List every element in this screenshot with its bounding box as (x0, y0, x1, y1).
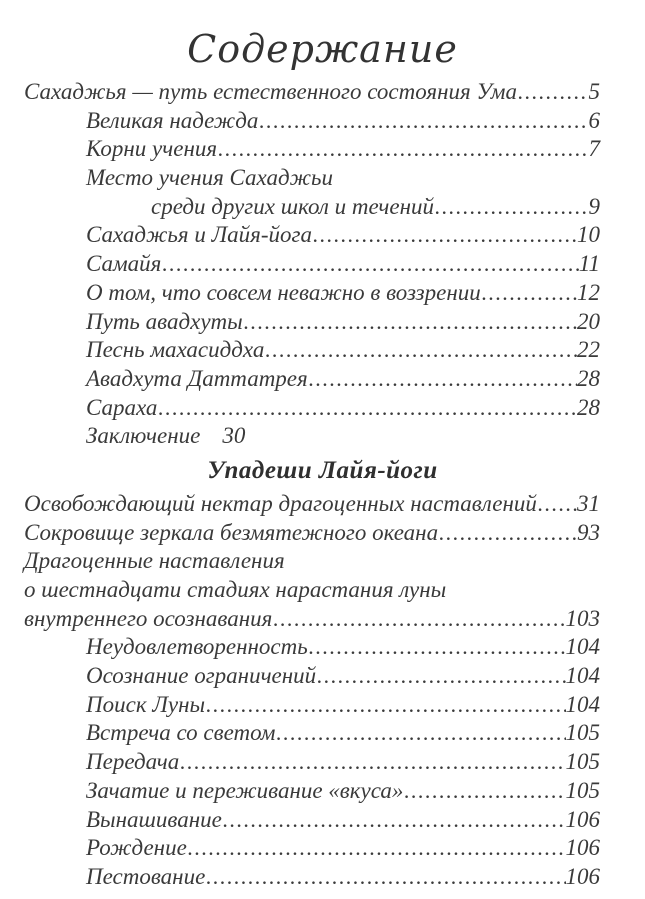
toc-entry (24, 547, 600, 576)
toc-leader-dots (259, 107, 588, 136)
toc-entry-text: о шестнадцати стадиях нарастания луны (24, 577, 447, 602)
toc-entry (24, 78, 600, 107)
toc-page-number: 31 (577, 490, 600, 516)
toc-page-number: 12 (577, 279, 600, 305)
toc-entry-text: Заключение (86, 423, 201, 449)
toc-entry-text: Самайя (86, 251, 162, 277)
toc-entry (24, 633, 600, 662)
toc-entry-text: Драгоценные наставления (24, 548, 285, 574)
toc-entry-text: Авадхута Даттатрея (86, 365, 308, 391)
toc-leader-dots (180, 748, 565, 777)
toc-entry (24, 250, 600, 279)
toc-entry (24, 806, 600, 835)
toc-entry-text: Рождение (86, 835, 187, 861)
toc-page-number: 104 (565, 634, 600, 660)
toc-entry-text: О том, что совсем неважно в воззрении (86, 279, 481, 305)
toc-entry-text: внутреннего осознавания (24, 605, 273, 631)
toc-entry (24, 193, 600, 222)
toc-entry-text: Сараха (86, 394, 158, 420)
toc-entry (24, 691, 600, 720)
toc-leader-dots (158, 394, 577, 423)
toc-entry (24, 519, 600, 548)
toc-entry (24, 164, 600, 193)
toc-leader-dots (518, 78, 589, 107)
toc-entry (24, 719, 600, 748)
toc-leader-dots (188, 834, 566, 863)
toc-page-number: 106 (565, 863, 600, 889)
toc-leader-dots (273, 605, 565, 634)
toc-leader-dots (244, 308, 577, 337)
toc-entry-text: Сахаджья — путь естественного состояния Ума (24, 79, 517, 104)
toc-page-number: 105 (565, 720, 600, 746)
toc-page-number: 28 (577, 394, 600, 420)
toc-leader-dots (276, 719, 565, 748)
toc-page-number: 106 (565, 835, 600, 861)
toc-entry-text: Передача (86, 749, 180, 775)
toc-page-number: 7 (588, 136, 600, 162)
toc-entry (24, 336, 600, 365)
toc-entry-text: Поиск Луны (86, 691, 206, 717)
toc-entry (24, 394, 600, 423)
toc-entry-text: Корни учения (86, 136, 218, 162)
toc-entry-text: Встреча со светом (86, 720, 276, 746)
toc-part2-list (0, 490, 645, 892)
toc-page-number: 11 (578, 251, 600, 277)
toc-leader-dots (162, 250, 578, 279)
toc-entry-text: Путь авадхуты (86, 308, 243, 334)
toc-entry-text: Сокровище зеркала безмятежного океана (24, 519, 439, 545)
toc-page-number: 93 (577, 519, 600, 545)
toc-entry-text: Сахаджья и Лайя-йога (86, 222, 312, 248)
toc-entry (24, 365, 600, 394)
toc-page-number: 9 (588, 193, 600, 219)
toc-entry (24, 748, 600, 777)
toc-page-number: 104 (565, 691, 600, 717)
toc-entry-text: Вынашивание (86, 806, 222, 832)
toc-entry (24, 605, 600, 634)
toc-entry (24, 863, 600, 892)
toc-entry (24, 107, 600, 136)
toc-page-number: 6 (588, 107, 600, 133)
toc-entry-text: Освобождающий нектар драгоценных наставлений (24, 490, 537, 516)
toc-page-number: 28 (577, 365, 600, 391)
toc-entry-text: Песнь махасиддха (86, 337, 265, 363)
toc-leader-dots (313, 221, 577, 250)
toc-entry-text: Неудовлетворенность (86, 634, 308, 660)
toc-page-number: 103 (565, 605, 600, 631)
toc-entry (24, 777, 600, 806)
toc-leader-dots (218, 135, 588, 164)
toc-entry-text: Пестование (86, 863, 206, 889)
toc-page-number: 5 (588, 79, 600, 104)
toc-entry (24, 308, 600, 337)
toc-page-number: 10 (577, 222, 600, 248)
toc-page-number: 104 (565, 663, 600, 689)
toc-entry (24, 576, 600, 605)
toc-page-number: 105 (565, 777, 600, 803)
toc-entry (24, 279, 600, 308)
toc-leader-dots (538, 490, 577, 519)
toc-leader-dots (223, 806, 566, 835)
toc-leader-dots (265, 336, 577, 365)
toc-page-number: 106 (565, 806, 600, 832)
toc-entry (24, 422, 600, 451)
toc-entry-text: Великая надежда (86, 107, 259, 133)
toc-entry (24, 662, 600, 691)
toc-leader-dots (309, 633, 566, 662)
toc-page-number: 20 (577, 308, 600, 334)
toc-leader-dots (206, 863, 565, 892)
toc-entry-text: Зачатие и переживание «вкуса» (86, 777, 404, 803)
toc-entry (24, 221, 600, 250)
section-heading: Упадеши Лайя-йоги (207, 456, 438, 484)
toc-leader-dots (206, 691, 565, 720)
toc-leader-dots (317, 662, 565, 691)
toc-entry (24, 834, 600, 863)
toc-leader-dots (439, 519, 577, 548)
toc-leader-dots (435, 193, 588, 222)
toc-page-number: 105 (565, 749, 600, 775)
toc-entry-text: Осознание ограничений (86, 663, 317, 689)
page-title: Содержание (187, 27, 458, 71)
toc-leader-dots (482, 279, 577, 308)
toc-entry (24, 135, 600, 164)
toc-entry (24, 490, 600, 519)
toc-page-number: 30 (222, 423, 246, 449)
toc-entry-text: среди других школ и течений (151, 193, 435, 219)
toc-entry-text: Место учения Сахаджьи (86, 165, 333, 191)
toc-leader-dots (404, 777, 565, 806)
toc-part1-list (0, 78, 645, 451)
toc-page-number: 22 (577, 337, 600, 363)
toc-leader-dots (309, 365, 577, 394)
